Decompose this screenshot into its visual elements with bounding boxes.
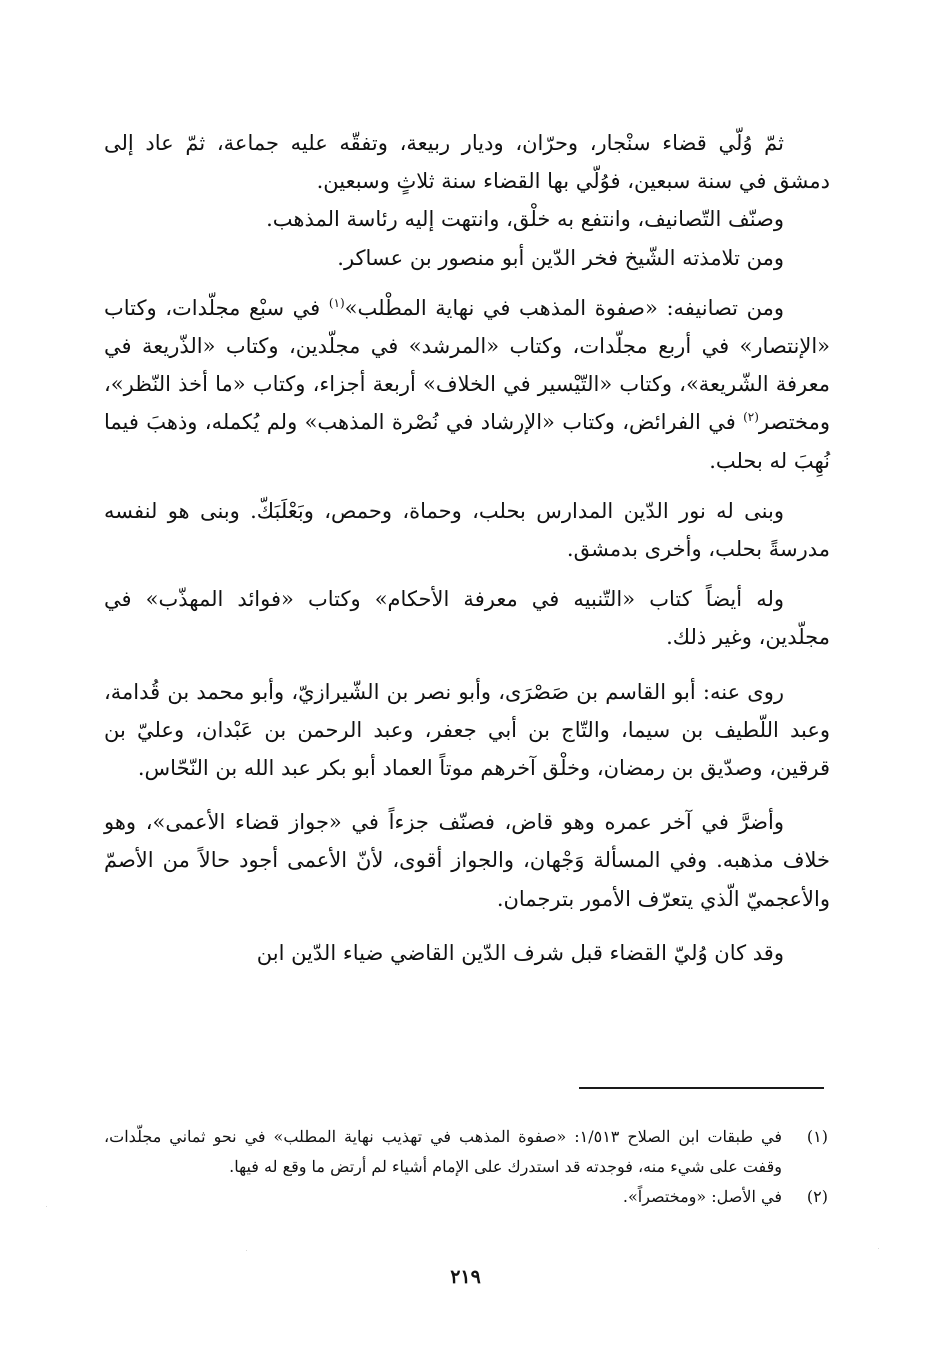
footnote-ref-2: (٢)	[743, 410, 759, 425]
footnote-separator	[579, 1087, 824, 1089]
footnote-1	[104, 1122, 828, 1182]
main-text	[104, 124, 830, 972]
paragraph-segment: في سبْع مجلّدات، وكتاب «الإنتصار» في أربع مجلّدات، وكتاب «المرشد» في مجلّدين، وكتاب «الذّريعة في معرفة الشّريعة»، وكتاب «التّيْسير في الخلاف» أربعة أجزاء، وكتاب «ما أخذ النّظر»، ومختصر	[104, 295, 830, 435]
paragraph-segment: ومن تصانيفه: «صفوة المذهب في نهاية المطْلب»	[344, 295, 784, 320]
footnote-text: في الأصل: «ومختصراً».	[622, 1187, 782, 1206]
footnote-text: في طبقات ابن الصلاح ١/٥١٣: «صفوة المذهب في تهذيب نهاية المطلب» في نحو ثماني مجلّدات، وقفت على شيء منه، فوجدته قد استدرك على الإمام أشياء لم أرتض ما وقع له فيها.	[104, 1127, 783, 1176]
paragraph-works	[104, 289, 830, 480]
footnote-number: (١)	[806, 1127, 828, 1146]
paragraph: ثمّ وُلّي قضاء سنْجار، وحرّان، وديار ربيعة، وتفقّه عليه جماعة، ثمّ عاد إلى دمشق في سنة سبعين، فوُلّي بها القضاء سنة ثلاثٍ وسبعين.	[104, 131, 830, 194]
page-number: ٢١٩	[450, 1266, 481, 1288]
scan-speck	[46, 1206, 47, 1207]
paragraph: روى عنه: أبو القاسم بن صَصْرَى، وأبو نصر بن الشّيرازيّ، وأبو محمد بن قُدامة، وعبد اللّطيف بن سيما، والتّاج بن أبي جعفر، وعبد الرحمن بن عَبْدان، وعليّ بن قرقين، وصدّيق بن رمضان، وخلْق آخرهم موتاً العماد أبو بكر عبد الله بن النّحّاس.	[104, 679, 830, 781]
footnote-2	[104, 1182, 828, 1212]
footnote-number: (٢)	[806, 1187, 828, 1206]
paragraph: وصنّف التّصانيف، وانتفع به خلْق، وانتهت إليه رئاسة المذهب.	[266, 207, 784, 232]
footnotes	[104, 1122, 828, 1212]
paragraph-segment: في الفرائض، وكتاب «الإرشاد في نُصْرة المذهب» ولم يُكمله، وذهبَ فيما نُهِبَ له بحلب.	[104, 410, 830, 473]
paragraph: وبنى له نور الدّين المدارس بحلب، وحماة، وحمص، وبَعْلَبَكّ. وبنى هو لنفسه مدرسةً بحلب، وأخرى بدمشق.	[104, 498, 830, 562]
paragraph: وأضرَّ في آخر عمره وهو قاض، فصنّف جزءاً في «جواز قضاء الأعمى»، وهو خلاف مذهبه. وفي المسألة وَجْهان، والجواز أقوى، لأنّ الأعمى أجود حالاً من الأصمّ والأعجميّ الّذي يتعرّف الأمور بترجمان.	[104, 810, 830, 911]
footnote-ref-1: (١)	[328, 295, 345, 310]
scan-speck	[878, 1248, 879, 1249]
paragraph: وله أيضاً كتاب «التّنبيه في معرفة الأحكام» وكتاب «فوائد المهذّب» في مجلّدين، وغير ذلك.	[104, 587, 830, 650]
paragraph: وقد كان وُليّ القضاء قبل شرف الدّين القاضي ضياء الدّين ابن	[256, 940, 784, 965]
scan-speck	[246, 1250, 247, 1251]
paragraph: ومن تلامذته الشّيخ فخر الدّين أبو منصور بن عساكر.	[337, 245, 784, 270]
